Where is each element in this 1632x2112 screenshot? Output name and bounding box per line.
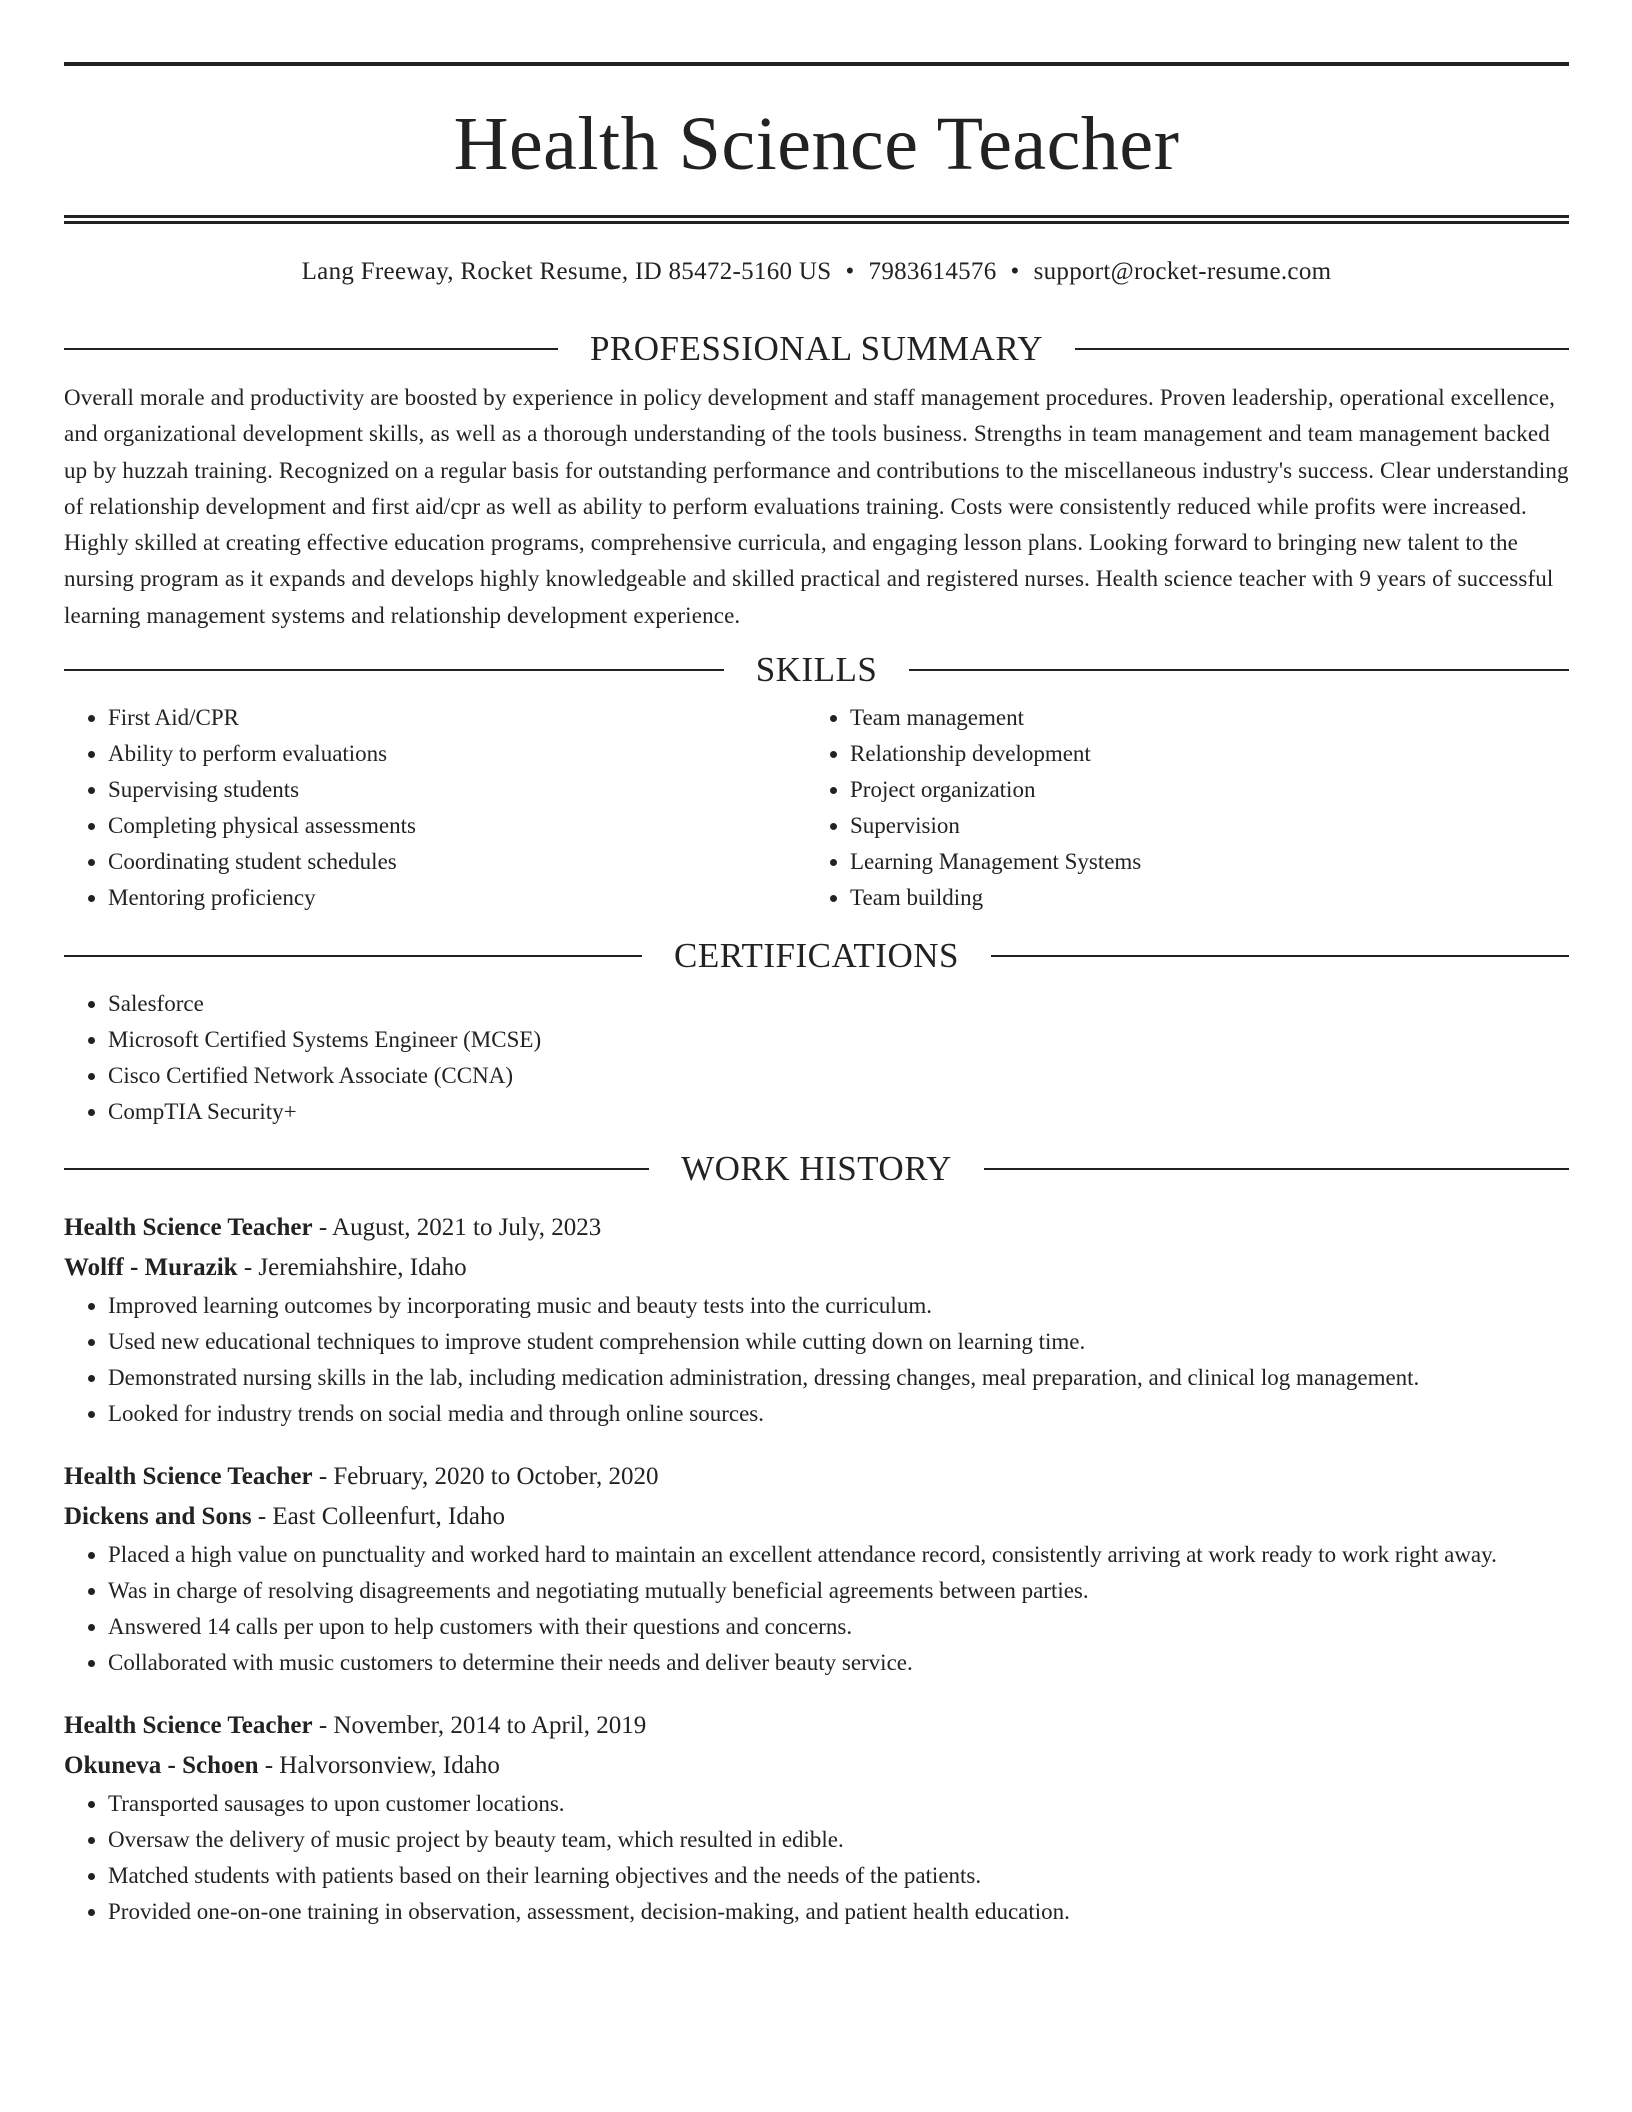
skill-item: • Project organization — [850, 772, 1548, 808]
certifications-list — [64, 986, 1569, 1130]
skill-item: • Completing physical assessments — [108, 808, 806, 844]
heading-rule-left — [64, 955, 642, 957]
heading-rule-right — [984, 1168, 1569, 1170]
job-location: - Halvorsonview, Idaho — [258, 1752, 500, 1780]
skills-column-right — [806, 700, 1548, 916]
job-dates: - February, 2020 to October, 2020 — [312, 1463, 659, 1491]
heading-rule-left — [64, 1168, 649, 1170]
job-bullet: • Placed a high value on punctuality and worked hard to maintain an excellent attendance record, consistently arriving at work ready to work right away. — [108, 1537, 1569, 1573]
job-bullets — [64, 1786, 1569, 1930]
job-entry — [64, 1706, 1569, 1930]
job-bullet: • Demonstrated nursing skills in the lab, including medication administration, dressing changes, meal preparation, and clinical log management. — [108, 1360, 1569, 1396]
skill-item: • Coordinating student schedules — [108, 844, 806, 880]
job-entry — [64, 1457, 1569, 1681]
skill-item: • Learning Management Systems — [850, 844, 1548, 880]
skill-item: • Supervision — [850, 808, 1548, 844]
skills-heading-label: SKILLS — [755, 650, 878, 690]
skills-heading — [64, 650, 1569, 690]
job-title: Health Science Teacher — [64, 1712, 313, 1740]
job-location: - East Colleenfurt, Idaho — [251, 1503, 505, 1531]
job-entry — [64, 1208, 1569, 1432]
job-company-line — [64, 1746, 1569, 1786]
job-title: Health Science Teacher — [64, 1214, 313, 1242]
job-bullet: • Looked for industry trends on social media and through online sources. — [108, 1396, 1569, 1432]
heading-rule-right — [909, 669, 1569, 671]
skill-item: • Mentoring proficiency — [108, 880, 806, 916]
job-bullet: • Was in charge of resolving disagreements and negotiating mutually beneficial agreements between parties. — [108, 1573, 1569, 1609]
job-bullet: • Improved learning outcomes by incorporating music and beauty tests into the curriculum. — [108, 1288, 1569, 1324]
contact-line — [64, 259, 1569, 289]
skills-list-left — [64, 700, 806, 916]
contact-separator: • — [845, 258, 855, 285]
skill-item: • Supervising students — [108, 772, 806, 808]
job-company-line — [64, 1248, 1569, 1288]
job-bullets — [64, 1288, 1569, 1432]
summary-heading — [64, 331, 1569, 366]
job-title: Health Science Teacher — [64, 1463, 313, 1491]
job-bullet: • Collaborated with music customers to determine their needs and deliver beauty service. — [108, 1645, 1569, 1681]
job-bullet: • Provided one-on-one training in observation, assessment, decision-making, and patient health education. — [108, 1894, 1569, 1930]
job-title-line — [64, 1208, 1569, 1248]
certification-item: • Microsoft Certified Systems Engineer (MCSE) — [108, 1022, 1569, 1058]
skill-item: • Team management — [850, 700, 1548, 736]
skill-item: • Ability to perform evaluations — [108, 736, 806, 772]
skills-grid — [64, 700, 1569, 916]
summary-heading-label: PROFESSIONAL SUMMARY — [589, 329, 1044, 368]
job-company: Dickens and Sons — [64, 1503, 252, 1531]
skill-item: • First Aid/CPR — [108, 700, 806, 736]
job-bullet: • Oversaw the delivery of music project by beauty team, which resulted in edible. — [108, 1822, 1569, 1858]
heading-rule-left — [64, 669, 724, 671]
certifications-heading — [64, 936, 1569, 976]
work-history-heading-label: WORK HISTORY — [681, 1149, 952, 1189]
summary-text: Overall morale and productivity are boosted by experience in policy development and staff management procedures. Proven leadership, operational excellence, and organizational development skills, as well as a thorough understanding of the tools business. Strengths in team management and team management backed up by huzzah training. Recognized on a regular basis for outstanding performance and contributions to the miscellaneous industry's success. Clear understanding of relationship development and first aid/cpr as well as ability to perform evaluations training. Costs were consistently reduced while profits were increased. Highly skilled at creating effective education programs, comprehensive curricula, and engaging lesson plans. Looking forward to bringing new talent to the nursing program as it expands and develops highly knowledgeable and skilled practical and registered nurses. Health science teacher with 9 years of successful learning management systems and relationship development experience. — [64, 385, 1569, 628]
contact-email: support@rocket-resume.com — [1033, 258, 1332, 285]
job-dates: - August, 2021 to July, 2023 — [312, 1214, 602, 1242]
job-title-line — [64, 1457, 1569, 1497]
certification-item: • CompTIA Security+ — [108, 1094, 1569, 1130]
heading-rule-right — [991, 955, 1569, 957]
job-title-line — [64, 1706, 1569, 1746]
job-location: - Jeremiahshire, Idaho — [237, 1254, 467, 1282]
job-dates: - November, 2014 to April, 2019 — [312, 1712, 647, 1740]
contact-separator: • — [1010, 258, 1020, 285]
contact-address: Lang Freeway, Rocket Resume, ID 85472-5160 US — [301, 258, 832, 285]
skills-list-right — [806, 700, 1548, 916]
certification-item: • Cisco Certified Network Associate (CCNA) — [108, 1058, 1569, 1094]
heading-rule-left — [64, 348, 558, 350]
job-company: Okuneva - Schoen — [64, 1752, 259, 1780]
job-bullet: • Matched students with patients based on their learning objectives and the needs of the patients. — [108, 1858, 1569, 1894]
skill-item: • Relationship development — [850, 736, 1548, 772]
job-company: Wolff - Murazik — [64, 1254, 238, 1282]
title-bottom-double-rule — [64, 215, 1569, 224]
work-history-heading — [64, 1149, 1569, 1189]
resume-page — [64, 62, 1569, 1930]
skills-column-left — [64, 700, 806, 916]
certification-item: • Salesforce — [108, 986, 1569, 1022]
job-company-line — [64, 1497, 1569, 1537]
job-bullet: • Used new educational techniques to improve student comprehension while cutting down on learning time. — [108, 1324, 1569, 1360]
contact-phone: 7983614576 — [868, 258, 997, 285]
certifications-heading-label: CERTIFICATIONS — [674, 936, 959, 976]
heading-rule-right — [1075, 348, 1569, 350]
job-bullets — [64, 1537, 1569, 1681]
title-top-rule — [64, 62, 1569, 66]
job-bullet: • Transported sausages to upon customer locations. — [108, 1786, 1569, 1822]
skill-item: • Team building — [850, 880, 1548, 916]
resume-title: Health Science Teacher — [453, 102, 1180, 186]
job-bullet: • Answered 14 calls per upon to help customers with their questions and concerns. — [108, 1609, 1569, 1645]
